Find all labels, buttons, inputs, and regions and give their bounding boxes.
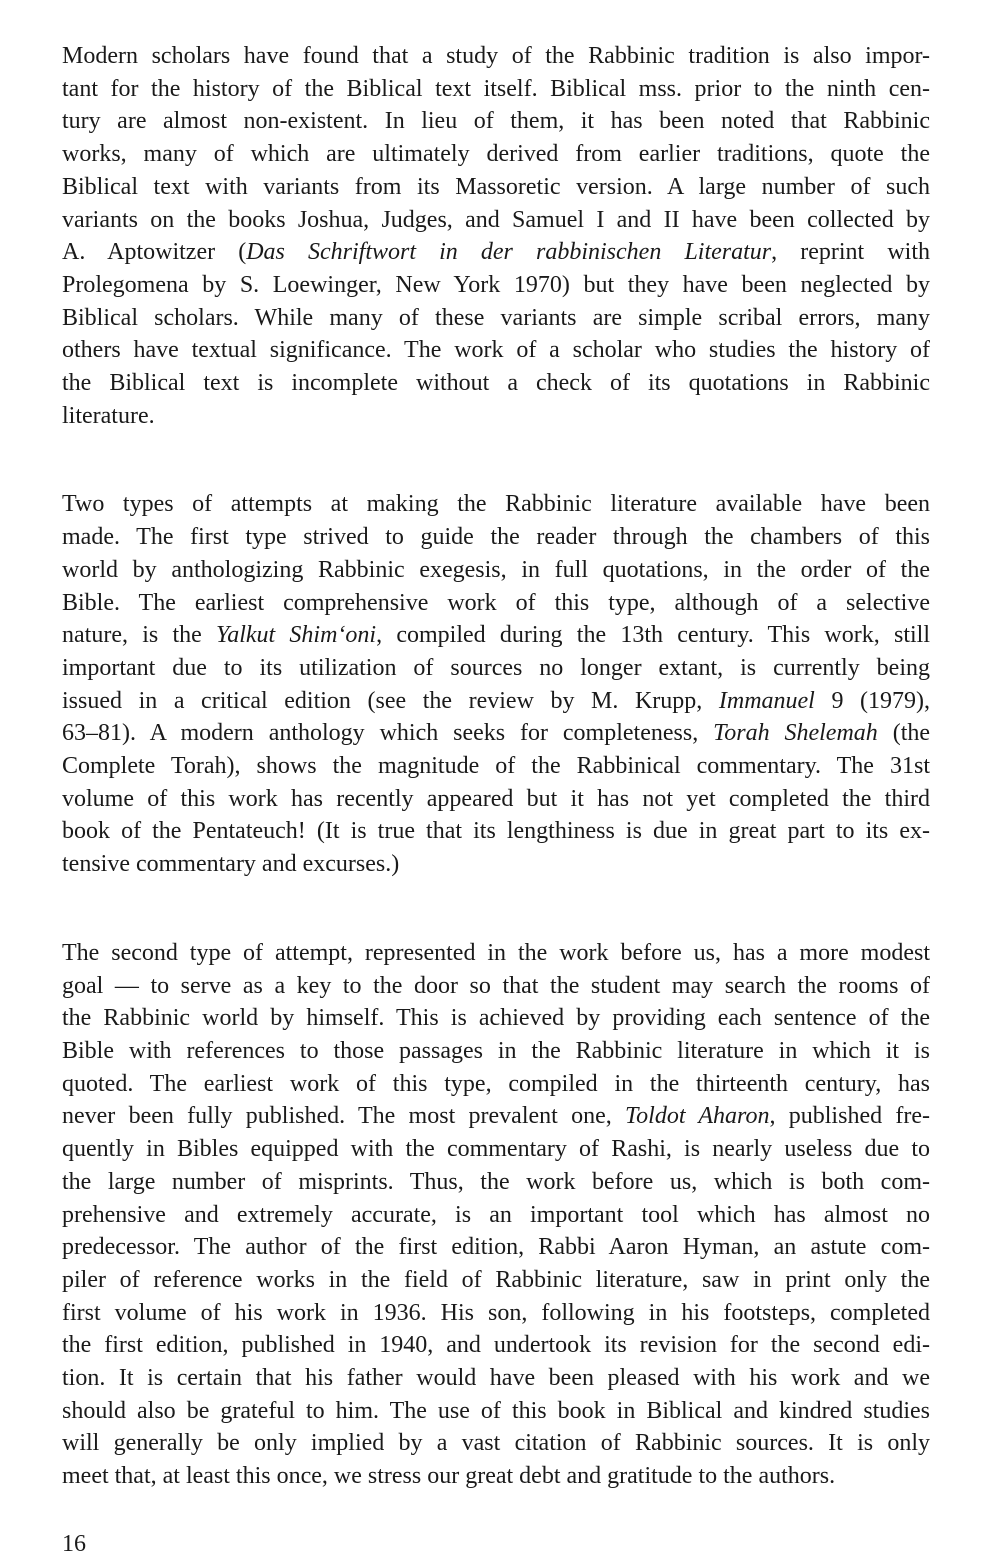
text-line: Bible with references to those passages in the Rabbinic literature in which it is <box>62 1037 930 1064</box>
text-line: meet that, at least this once, we stress our great debt and gratitude to the authors. <box>62 1463 836 1490</box>
text-line: literature. <box>62 402 155 429</box>
page-number: 16 <box>62 1531 86 1557</box>
text-line: nature, is the Yalkut Shim‘oni, compiled during the 13th century. This work, still <box>62 622 930 649</box>
text-line: Prolegomena by S. Loewinger, New York 1970) but they have been neglected by <box>62 271 930 298</box>
text-line: piler of reference works in the field of Rabbinic literature, saw in print only the <box>62 1266 930 1293</box>
text-line: first volume of his work in 1936. His son, following in his footsteps, completed <box>62 1299 930 1326</box>
text-line: The second type of attempt, represented in the work before us, has a more modest <box>62 939 930 966</box>
text-line: made. The first type strived to guide the reader through the chambers of this <box>62 524 930 551</box>
text-line: Modern scholars have found that a study of the Rabbinic tradition is also impor- <box>62 43 930 69</box>
text-line: quently in Bibles equipped with the commentary of Rashi, is nearly useless due to <box>62 1136 930 1163</box>
text-line: 63–81). A modern anthology which seeks for completeness, Torah Shelemah (the <box>62 720 930 747</box>
text-line: goal — to serve as a key to the door so that the student may search the rooms of <box>62 972 930 999</box>
text-line: quoted. The earliest work of this type, compiled in the thirteenth century, has <box>62 1070 930 1097</box>
paragraph <box>62 937 930 1493</box>
text-line: others have textual significance. The work of a scholar who studies the history of <box>62 337 930 364</box>
text-line: tury are almost non-existent. In lieu of them, it has been noted that Rabbinic <box>62 108 930 135</box>
text-line: should also be grateful to him. The use of this book in Biblical and kindred studies <box>62 1397 930 1424</box>
text-line: tion. It is certain that his father would have been pleased with his work and we <box>62 1365 930 1392</box>
text-line: Complete Torah), shows the magnitude of the Rabbinical commentary. The 31st <box>62 753 930 780</box>
text-line: Biblical text with variants from its Massoretic version. A large number of such <box>62 173 930 200</box>
text-line: world by anthologizing Rabbinic exegesis, in full quotations, in the order of the <box>62 556 930 583</box>
paragraph <box>62 488 930 880</box>
text-column <box>62 40 930 1493</box>
text-line: the Rabbinic world by himself. This is achieved by providing each sentence of the <box>62 1005 930 1032</box>
paragraph <box>62 40 930 432</box>
paragraph-gap <box>62 881 930 937</box>
text-line: volume of this work has recently appeared but it has not yet completed the third <box>62 785 930 812</box>
text-line: important due to its utilization of sources no longer extant, is currently being <box>62 654 930 681</box>
page-body <box>62 40 930 1493</box>
text-line: the large number of misprints. Thus, the work before us, which is both com- <box>62 1168 930 1195</box>
text-line: never been fully published. The most prevalent one, Toldot Aharon, published fre- <box>62 1103 930 1130</box>
text-line: book of the Pentateuch! (It is true that its lengthiness is due in great part to its ex- <box>62 818 930 845</box>
text-line: tant for the history of the Biblical text itself. Biblical mss. prior to the ninth cen- <box>62 75 930 102</box>
text-line: tensive commentary and excurses.) <box>62 851 400 878</box>
text-line: works, many of which are ultimately derived from earlier traditions, quote the <box>62 141 930 168</box>
text-line: Biblical scholars. While many of these variants are simple scribal errors, many <box>62 304 930 331</box>
text-line: A. Aptowitzer (Das Schriftwort in der rabbinischen Literatur, reprint with <box>62 239 930 266</box>
text-line: Bible. The earliest comprehensive work of this type, although of a selective <box>62 589 930 616</box>
text-line: Two types of attempts at making the Rabbinic literature available have been <box>62 491 930 518</box>
text-line: variants on the books Joshua, Judges, and Samuel I and II have been collected by <box>62 206 930 233</box>
text-line: the Biblical text is incomplete without a check of its quotations in Rabbinic <box>62 370 930 397</box>
text-line: predecessor. The author of the first edition, Rabbi Aaron Hyman, an astute com- <box>62 1234 930 1261</box>
text-line: the first edition, published in 1940, and undertook its revision for the second edi- <box>62 1332 930 1359</box>
text-line: will generally be only implied by a vast citation of Rabbinic sources. It is only <box>62 1430 930 1457</box>
text-line: issued in a critical edition (see the review by M. Krupp, Immanuel 9 (1979), <box>62 687 930 714</box>
paragraph-gap <box>62 432 930 488</box>
text-line: prehensive and extremely accurate, is an important tool which has almost no <box>62 1201 930 1228</box>
